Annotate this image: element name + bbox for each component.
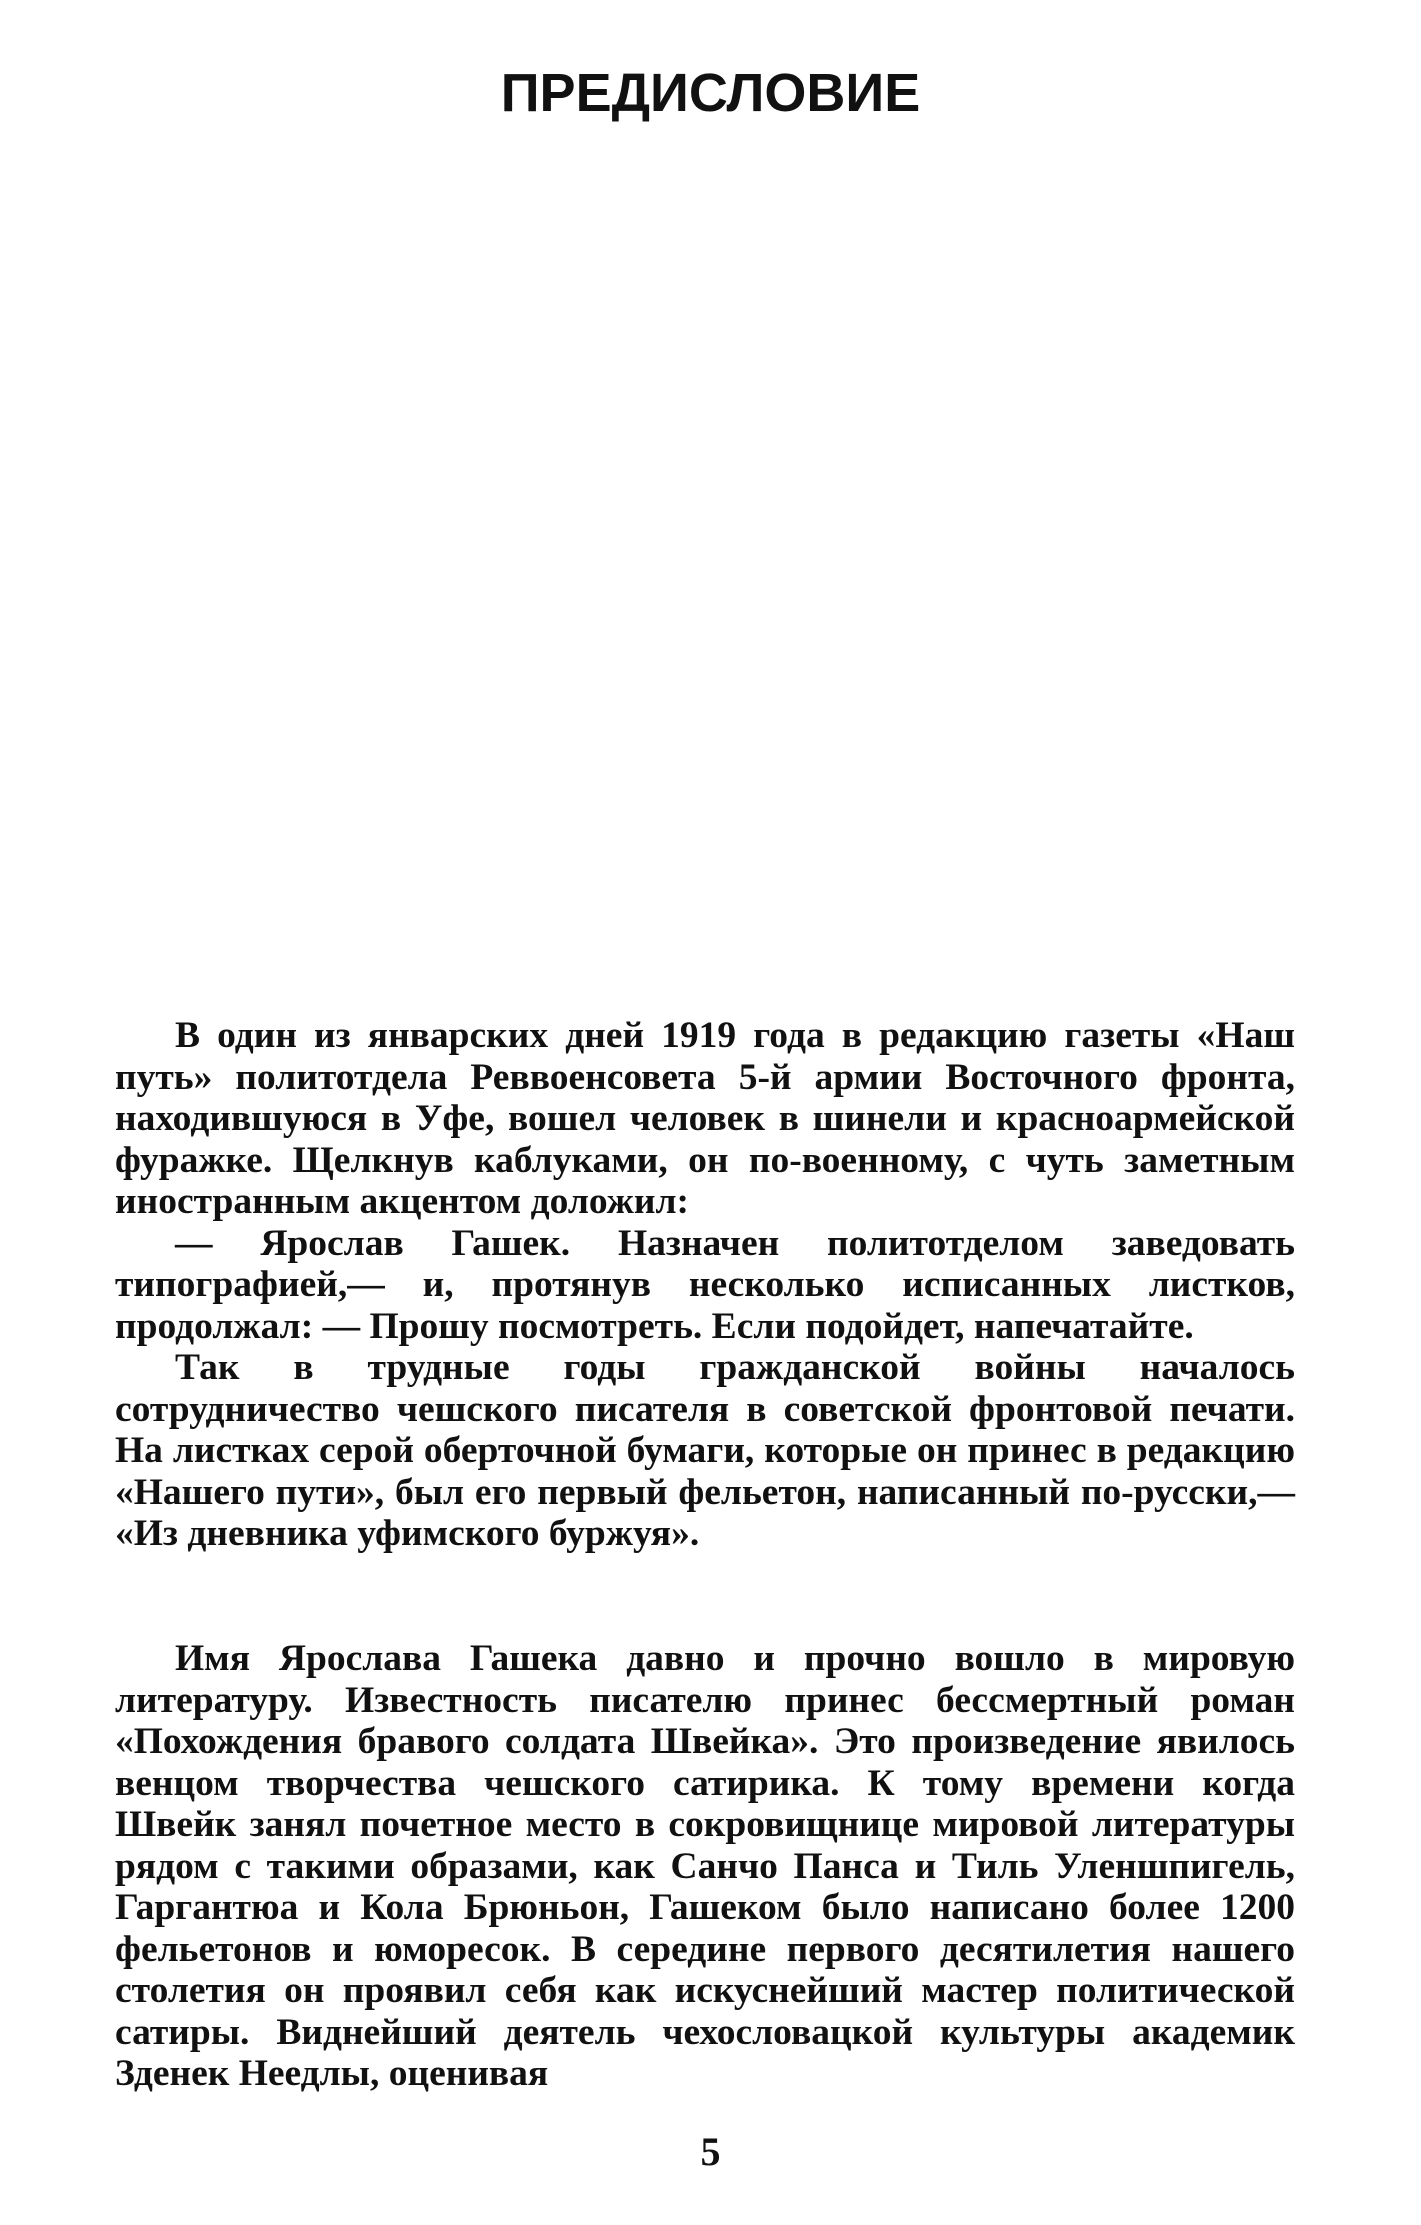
paragraph: В один из январских дней 1919 года в редакцию газеты «Наш путь» политотдела Реввоенсовета 5-й армии Восточного фронта, находившуюся в Уфе, вошел человек в шинели и красноармейской фуражке. Щелкнув каблуками, он по-военному, с чуть заметным иностранным акцентом доложил: [115, 1015, 1295, 1222]
paragraph: — Ярослав Гашек. Назначен политотделом заведовать типографией,— и, протянув несколько исписанных листков, продолжал: — Прошу посмотреть. Если подойдет, напечатайте. [115, 1222, 1295, 1347]
paragraph: Так в трудные годы гражданской войны началось сотрудничество чешского писателя в советской фронтовой печати. На листках серой оберточной бумаги, которые он принес в редакцию «Нашего пути», был его первый фельетон, написанный по-русски,— «Из дневника уфимского буржуя». [115, 1347, 1295, 1554]
paragraph: Имя Ярослава Гашека давно и прочно вошло в мировую литературу. Известность писателю принес бессмертный роман «Похождения бравого солдата Швейка». Это произведение явилось венцом творчества чешского сатирика. К тому времени когда Швейк занял почетное место в сокровищнице мировой литературы рядом с такими образами, как Санчо Панса и Тиль Уленшпигель, Гаргантюа и Кола Брюньон, Гашеком было написано более 1200 фельетонов и юморесок. В середине первого десятилетия нашего столетия он проявил себя как искуснейший мастер политической сатиры. Виднейший деятель чехословацкой культуры академик Зденек Неедлы, оценивая [115, 1638, 1295, 2094]
text-section-2 [115, 1638, 1295, 2095]
page-number: 5 [700, 2129, 721, 2174]
page-title: ПРЕДИСЛОВИЕ [500, 63, 921, 123]
text-section-1 [115, 1015, 1295, 1555]
